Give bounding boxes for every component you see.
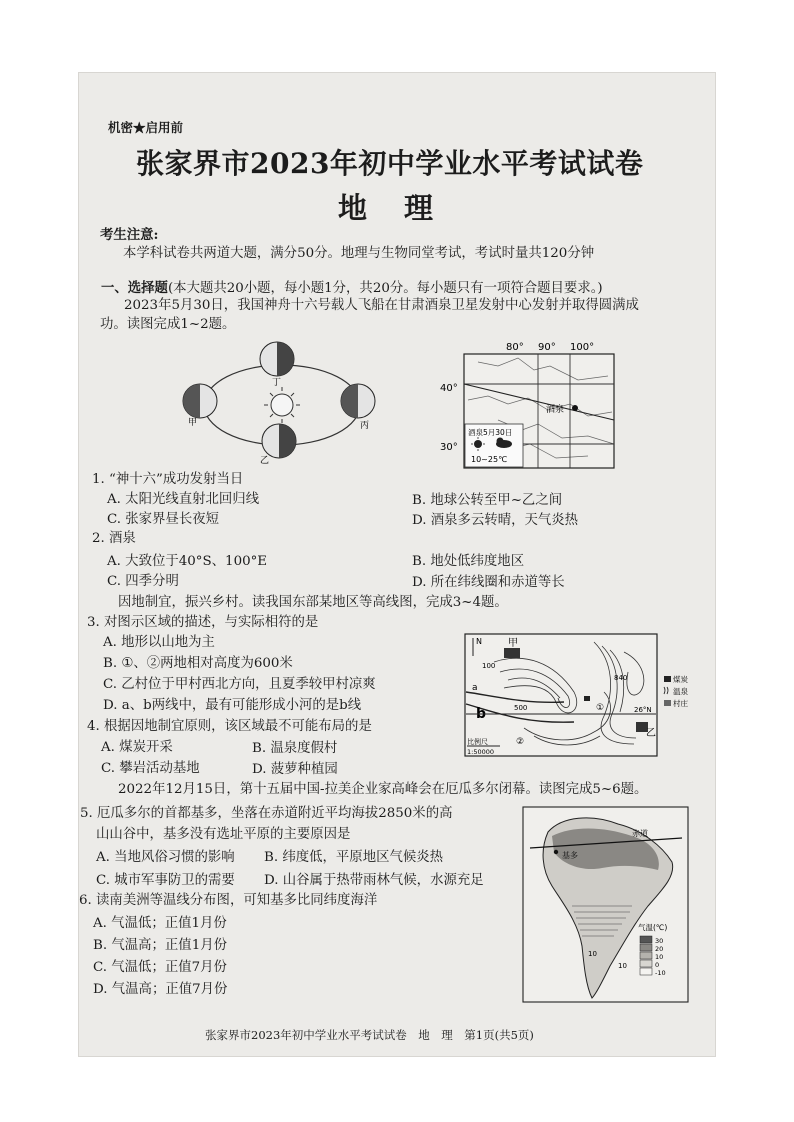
- line-b-label: b: [476, 706, 487, 722]
- q1-option-b[interactable]: B. 地球公转至甲~乙之间: [412, 493, 563, 508]
- q4-option-c[interactable]: C. 攀岩活动基地: [101, 761, 200, 776]
- subject-title: 地 理: [338, 191, 438, 225]
- village-legend-icon: [664, 700, 671, 706]
- village-jia-icon: [504, 648, 520, 658]
- contour-label-100: 100: [482, 662, 496, 670]
- orbit-label-yi: 乙: [260, 456, 270, 465]
- lat-label-40: 40°: [440, 383, 458, 394]
- legend-hotspring: 温泉: [673, 687, 688, 696]
- q4-option-d[interactable]: D. 菠萝种植园: [252, 762, 338, 777]
- point-1-label: ①: [596, 703, 605, 713]
- q2-stem: 2. 酒泉: [92, 531, 136, 546]
- lat-label-30: 30°: [440, 442, 458, 453]
- lon-label-90: 90°: [538, 342, 556, 353]
- earth-right-icon: [341, 384, 375, 418]
- secret-label: 机密★启用前: [108, 120, 184, 135]
- weather-temp: 10~25℃: [471, 455, 508, 464]
- jia-label: 甲: [508, 638, 518, 649]
- quito-label: 基多: [562, 851, 578, 860]
- orbit-label-ding: 丁: [272, 378, 282, 388]
- legend-value-10: 10: [655, 953, 664, 961]
- q6-option-c[interactable]: C. 气温低；正值7月份: [93, 960, 227, 975]
- coal-icon-map: [584, 696, 590, 701]
- q2-option-b[interactable]: B. 地处低纬度地区: [412, 554, 525, 569]
- q5-stem-line1: 5. 厄瓜多尔的首都基多，坐落在赤道附近平均海拔2850米的高: [80, 806, 453, 821]
- q5-option-b[interactable]: B. 纬度低，平原地区气候炎热: [264, 850, 444, 865]
- q4-option-a[interactable]: A. 煤炭开采: [101, 740, 173, 755]
- intro1-line1: 2023年5月30日，我国神舟十六号载人飞船在甘肃酒泉卫星发射中心发射并取得圆满成: [124, 298, 639, 313]
- q5-option-d[interactable]: D. 山谷属于热带雨林气候，水源充足: [264, 873, 484, 888]
- lat-26-label: 26°N: [634, 706, 652, 714]
- q3-option-c[interactable]: C. 乙村位于甲村西北方向，且夏季较甲村凉爽: [103, 677, 376, 692]
- scale-value: 1:50000: [467, 748, 495, 756]
- q1-option-a[interactable]: A. 太阳光线直射北回归线: [107, 492, 260, 507]
- notice-label: 考生注意:: [100, 227, 159, 243]
- lon-label-100: 100°: [570, 342, 595, 353]
- earth-left-icon: [183, 384, 217, 418]
- section-desc: (本大题共20小题，每小题1分，共20分。每小题只有一项符合题目要求。): [167, 281, 603, 296]
- legend-village: 村庄: [673, 699, 688, 708]
- iso-label-2: 10: [618, 962, 627, 970]
- jiuquan-dot: [572, 405, 578, 411]
- legend-swatch-0: [640, 960, 652, 967]
- q1-stem: 1. “神十六”成功发射当日: [92, 472, 244, 487]
- q3-option-b[interactable]: B. ①、②两地相对高度为600米: [103, 656, 293, 671]
- q6-stem: 6. 读南美洲等温线分布图，可知基多比同纬度海洋: [79, 893, 378, 908]
- line-a-label: a: [472, 683, 478, 693]
- jiuquan-label: 酒泉: [546, 405, 565, 415]
- q5-option-a[interactable]: A. 当地风俗习惯的影响: [96, 850, 235, 865]
- q2-option-a[interactable]: A. 大致位于40°S、100°E: [107, 554, 268, 569]
- legend-value-20: 20: [655, 945, 664, 953]
- south-america-map: [522, 806, 690, 1004]
- jiuquan-map: [438, 340, 618, 470]
- earth-top-icon: [260, 342, 294, 376]
- legend-value-0: 0: [655, 961, 660, 969]
- yi-label: 乙: [646, 728, 656, 739]
- q3-stem: 3. 对图示区域的描述，与实际相符的是: [87, 615, 319, 630]
- scale-label: 比例尺: [467, 738, 488, 746]
- quito-dot: [554, 850, 558, 854]
- intro2-text: 因地制宜，振兴乡村。读我国东部某地区等高线图，完成3~4题。: [118, 595, 508, 610]
- orbit-figure: [174, 335, 384, 465]
- point-2-label: ②: [516, 737, 525, 747]
- q2-option-c[interactable]: C. 四季分明: [107, 574, 179, 589]
- legend-swatch-10: [640, 952, 652, 959]
- sun-icon: [264, 387, 300, 423]
- q6-option-d[interactable]: D. 气温高；正值7月份: [93, 982, 228, 997]
- iso-label-1: 10: [588, 950, 597, 958]
- legend-value-30: 30: [655, 937, 664, 945]
- orbit-label-bing: 丙: [360, 421, 370, 431]
- earth-bottom-icon: [262, 424, 296, 458]
- q5-option-c[interactable]: C. 城市军事防卫的需要: [96, 873, 235, 888]
- q4-stem: 4. 根据因地制宜原则，该区域最不可能布局的是: [87, 719, 372, 734]
- q3-option-d[interactable]: D. a、b两线中，最有可能形成小河的是b线: [103, 698, 362, 713]
- page-footer: 张家界市2023年初中学业水平考试试卷 地 理 第1页(共5页): [205, 1028, 534, 1042]
- lon-label-80: 80°: [506, 342, 524, 353]
- contour-label-840: 840: [614, 674, 628, 682]
- q5-stem-line2: 山山谷中，基多没有选址平原的主要原因是: [96, 827, 351, 842]
- orbit-label-jia: 甲: [188, 418, 198, 428]
- legend-swatch-20: [640, 944, 652, 951]
- q6-option-a[interactable]: A. 气温低；正值1月份: [93, 916, 227, 931]
- legend-title: 气温(℃): [638, 923, 668, 932]
- intro1-line2: 功。读图完成1~2题。: [100, 317, 236, 332]
- q3-option-a[interactable]: A. 地形以山地为主: [103, 635, 215, 650]
- q1-option-c[interactable]: C. 张家界昼长夜短: [107, 512, 220, 527]
- contour-map: [464, 632, 704, 758]
- north-label: N: [476, 637, 482, 646]
- equator-label: 赤道: [632, 829, 648, 838]
- legend-swatch-neg10: [640, 968, 652, 975]
- legend-swatch-30: [640, 936, 652, 943]
- legend-value-neg10: -10: [655, 969, 666, 977]
- q6-option-b[interactable]: B. 气温高；正值1月份: [93, 938, 227, 953]
- q1-option-d[interactable]: D. 酒泉多云转晴，天气炎热: [412, 513, 579, 528]
- contour-label-500: 500: [514, 704, 528, 712]
- legend-coal: 煤炭: [673, 675, 688, 684]
- q4-option-b[interactable]: B. 温泉度假村: [252, 741, 338, 756]
- intro3-text: 2022年12月15日，第十五届中国-拉美企业家高峰会在厄瓜多尔闭幕。读图完成5~6题。: [118, 782, 648, 797]
- notice-text: 本学科试卷共两道大题，满分50分。地理与生物同堂考试，考试时量共120分钟: [123, 246, 595, 261]
- hotspring-legend-icon: [664, 687, 668, 694]
- section-heading: 一、选择题: [101, 280, 168, 296]
- page-title: 张家界市2023年初中学业水平考试试卷: [136, 147, 644, 180]
- section-heading-line: [101, 279, 603, 298]
- coal-legend-icon: [664, 676, 671, 682]
- weather-title: 酒泉5月30日: [468, 428, 513, 437]
- q2-option-d[interactable]: D. 所在纬线圈和赤道等长: [412, 575, 565, 590]
